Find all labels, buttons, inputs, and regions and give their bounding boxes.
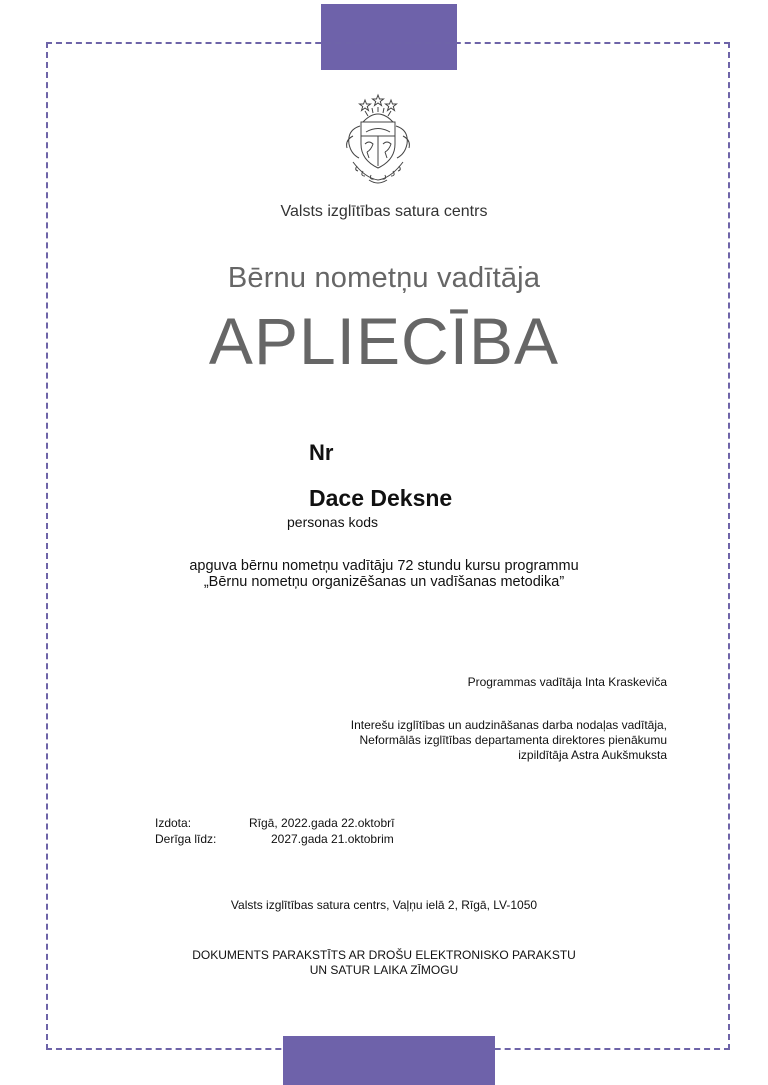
notice-line: UN SATUR LAIKA ZĪMOGU — [309, 963, 459, 977]
valid-until-value: 2027.gada 21.oktobrim — [271, 832, 394, 846]
signer-line: Interešu izglītības un audzināšanas darba nodaļas vadītāja, — [350, 718, 667, 732]
signer-line: Neformālās izglītības departamenta direktores pienākumu — [359, 733, 667, 747]
certificate-number-label: Nr — [309, 440, 334, 465]
certificate-subtitle: Bērnu nometņu vadītāja — [227, 262, 541, 294]
valid-until-label: Derīga līdz: — [155, 832, 217, 846]
signer-block — [351, 718, 667, 763]
holder-name: Dace Deksne — [309, 485, 453, 511]
organization-name: Valsts izglītības satura centrs — [280, 203, 488, 220]
issued-value: Rīgā, 2022.gada 22.oktobrī — [249, 816, 395, 830]
course-statement: apguva bērnu nometņu vadītāju 72 stundu kursu programmu — [189, 558, 579, 574]
issued-label: Izdota: — [155, 816, 192, 830]
personal-code-label: personas kods — [287, 514, 379, 530]
signer-line: izpildītāja Astra Aukšmuksta — [518, 748, 667, 762]
electronic-signature-notice — [0, 948, 768, 978]
issuer-address: Valsts izglītības satura centrs, Vaļņu ielā 2, Rīgā, LV-1050 — [230, 898, 538, 912]
certificate-title: APLIECĪBA — [208, 304, 560, 378]
notice-line: DOKUMENTS PARAKSTĪTS AR DROŠU ELEKTRONISKO PARAKSTU — [192, 948, 576, 962]
program-leader: Programmas vadītāja Inta Kraskeviča — [467, 675, 667, 689]
latvia-coat-of-arms-icon — [339, 92, 417, 192]
course-program-title: „Bērnu nometņu organizēšanas un vadīšanas metodika” — [203, 574, 565, 590]
bottom-accent-tab — [283, 1036, 495, 1085]
